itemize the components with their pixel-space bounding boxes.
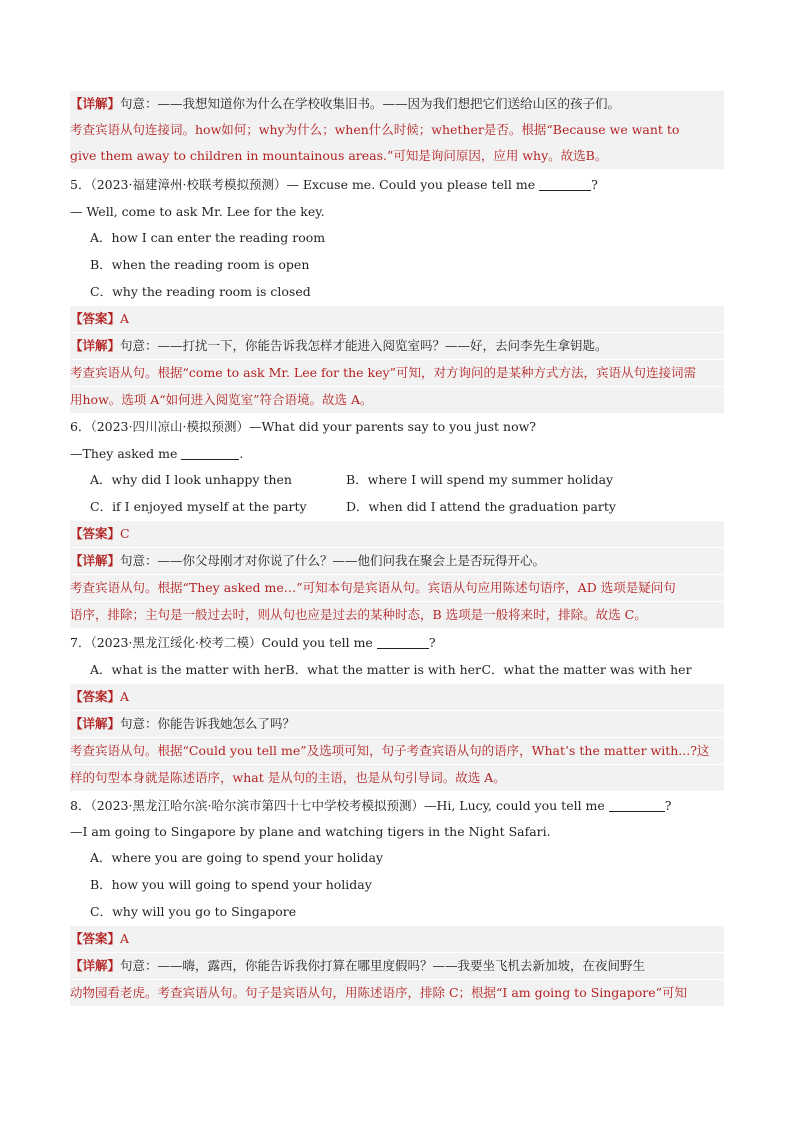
q5-line-2: — Well, come to ask Mr. Lee for the key. — [70, 204, 325, 219]
q5-option-a: A．how I can enter the reading room — [90, 230, 326, 245]
q5-stem-end: ? — [591, 177, 598, 192]
q4-detail-line-2: 考查宾语从句连接词。how如何；why为什么；when什么时候；whether是否。根据“Because we want to — [70, 117, 724, 143]
q8-option-b: B．how you will going to spend your holiday — [90, 877, 372, 892]
detail-text: 句意：你能告诉我她怎么了吗？ — [120, 716, 296, 731]
detail-text: 句意：——你父母刚才对你说了什么？——他们问我在聚会上是否玩得开心。 — [120, 553, 546, 568]
answer-tag: 【答案】 — [70, 311, 121, 326]
q8-line-2: —I am going to Singapore by plane and watching tigers in the Night Safari. — [70, 824, 551, 839]
q5-stem-text: 5．（2023·福建漳州·校联考模拟预测）— Excuse me. Could you please tell me — [70, 177, 536, 192]
detail-tag: 【详解】 — [70, 553, 121, 568]
q7-stem — [70, 630, 724, 656]
q7-stem-text: 7．（2023·黑龙江绥化·校考二模）Could you tell me — [70, 635, 373, 650]
q6-line-2-text: —They asked me — [70, 446, 178, 461]
detail-tag: 【详解】 — [70, 716, 121, 731]
q6-detail-line-2: 考查宾语从句。根据“They asked me…”可知本句是宾语从句。宾语从句应用陈述句语序，AD 选项是疑问句 — [70, 575, 724, 601]
q5-option-c: C．why the reading room is closed — [90, 284, 311, 299]
answer-tag: 【答案】 — [70, 931, 121, 946]
answer-value: A — [120, 931, 130, 946]
q5-detail-line-3: 用how。选项 A“如何进入阅览室”符合语境。故选 A。 — [70, 387, 724, 413]
q6-stem: 6．（2023·四川凉山·模拟预测）—What did your parents say to you just now? — [70, 419, 537, 434]
answer-value: C — [120, 526, 130, 541]
q4-detail-line-1 — [70, 91, 724, 117]
answer-value: A — [120, 311, 130, 326]
q6-answer — [70, 521, 724, 547]
q8-stem-end: ? — [664, 798, 672, 813]
q5-option-b: B．when the reading room is open — [90, 257, 310, 272]
q6-options-row-1 — [70, 467, 744, 493]
answer-tag: 【答案】 — [70, 526, 121, 541]
q7-options — [70, 657, 744, 683]
q6-detail-line-1 — [70, 548, 724, 574]
answer-value: A — [120, 689, 130, 704]
q8-stem-text: 8．（2023·黑龙江哈尔滨·哈尔滨市第四十七中学校考模拟预测）—Hi, Lucy, could you tell me — [70, 798, 605, 813]
q7-detail-line-2: 考查宾语从句。根据“Could you tell me”及选项可知，句子考查宾语从句的语序，What’s the matter with...?这 — [70, 738, 724, 764]
detail-text: 句意：——嗨，露西，你能告诉我你打算在哪里度假吗？——我要坐飞机去新加坡，在夜间野生 — [120, 958, 646, 973]
q6-options-row-2 — [70, 494, 744, 520]
detail-tag: 【详解】 — [70, 958, 121, 973]
q8-detail-line-2: 动物园看老虎。考查宾语从句。句子是宾语从句，用陈述语序，排除 C；根据“I am going to Singapore”可知 — [70, 980, 724, 1006]
q6-option-d: D．when did I attend the graduation party — [346, 499, 616, 514]
q6-line-2-end: . — [239, 446, 244, 461]
q7-detail-line-3: 样的句型本身就是陈述语序，what 是从句的主语，也是从句引导词。故选 A。 — [70, 765, 724, 791]
q6-option-b: B．where I will spend my summer holiday — [346, 472, 614, 487]
q4-detail-line-3: give them away to children in mountainous areas.”可知是询问原因，应用 why。故选B。 — [70, 143, 724, 169]
q7-option-a: A．what is the matter with her — [90, 662, 286, 677]
q6-option-c: C．if I enjoyed myself at the party — [90, 499, 307, 514]
q5-detail-line-1 — [70, 333, 724, 359]
q7-answer — [70, 684, 724, 710]
q8-stem — [70, 793, 724, 819]
q7-stem-end: ? — [428, 635, 436, 650]
answer-blank — [609, 797, 665, 812]
answer-blank — [377, 634, 429, 649]
q8-answer — [70, 926, 724, 952]
detail-text: 句意：——我想知道你为什么在学校收集旧书。——因为我们想把它们送给山区的孩子们。 — [120, 96, 621, 111]
answer-tag: 【答案】 — [70, 689, 121, 704]
answer-blank — [539, 176, 591, 191]
q8-detail-line-1 — [70, 953, 724, 979]
q6-detail-line-3: 语序，排除；主句是一般过去时，则从句也应是过去的某种时态，B 选项是一般将来时，排除。故选 C。 — [70, 602, 724, 628]
detail-tag: 【详解】 — [70, 96, 121, 111]
detail-text: 句意：——打扰一下，你能告诉我怎样才能进入阅览室吗？——好，去问李先生拿钥匙。 — [120, 338, 608, 353]
answer-blank — [181, 445, 239, 460]
q7-option-b: B．what the matter is with her — [285, 662, 482, 677]
q7-detail-line-1 — [70, 711, 724, 737]
q8-option-a: A．where you are going to spend your holiday — [90, 850, 384, 865]
q6-option-a: A．why did I look unhappy then — [90, 472, 292, 487]
q7-option-c: C．what the matter was with her — [481, 662, 692, 677]
detail-tag: 【详解】 — [70, 338, 121, 353]
q6-line-2 — [70, 441, 724, 467]
q5-detail-line-2: 考查宾语从句。根据“come to ask Mr. Lee for the key”可知，对方询问的是某种方式方法，宾语从句连接词需 — [70, 360, 724, 386]
q5-answer — [70, 306, 724, 332]
q5-stem — [70, 172, 724, 198]
q8-option-c: C．why will you go to Singapore — [90, 904, 297, 919]
